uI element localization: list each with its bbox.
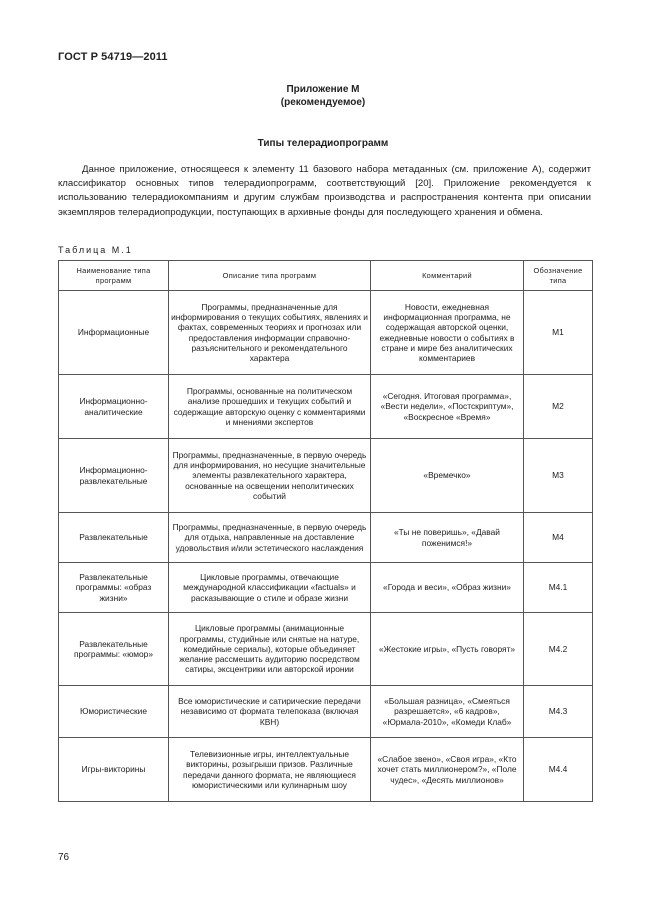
row-name: Развлекательные [59, 513, 169, 563]
row-code: М4.4 [524, 738, 593, 802]
table-row [59, 613, 593, 686]
standard-header: ГОСТ Р 54719—2011 [58, 51, 168, 63]
column-header-code: Обозначение типа [524, 261, 593, 291]
row-code: М4 [524, 513, 593, 563]
table-row [59, 513, 593, 563]
row-name: Информационно-развлекательные [59, 439, 169, 513]
page-number: 76 [58, 852, 70, 863]
row-comment: «Жестокие игры», «Пусть говорят» [371, 613, 524, 686]
row-name: Развлекательные программы: «юмор» [59, 613, 169, 686]
table-row [59, 375, 593, 439]
table-row [59, 439, 593, 513]
row-code: М4.2 [524, 613, 593, 686]
appendix-subtitle: (рекомендуемое) [280, 97, 366, 108]
row-description: Все юмористические и сатирические передачи независимо от формата телепоказа (включая КВН) [169, 686, 371, 738]
table-row [59, 291, 593, 375]
row-comment: Новости, ежедневная информационная программа, не содержащая авторской оценки, ежедневные новости о событиях в стране и мире без аналитических комментариев [371, 291, 524, 375]
column-header-description: Описание типа программ [169, 261, 371, 291]
table-row [59, 686, 593, 738]
appendix-title: Приложение М [286, 84, 360, 95]
table-row [59, 563, 593, 613]
column-header-name: Наименование типа программ [59, 261, 169, 291]
table-row [59, 738, 593, 802]
row-code: М4.1 [524, 563, 593, 613]
row-comment: «Города и веси», «Образ жизни» [371, 563, 524, 613]
column-header-comment: Комментарий [371, 261, 524, 291]
section-title: Типы телерадиопрограмм [257, 138, 389, 149]
row-name: Юмористические [59, 686, 169, 738]
row-name: Информационные [59, 291, 169, 375]
row-comment: «Большая разница», «Смеяться разрешается», «6 кадров», «Юрмала-2010», «Комеди Клаб» [371, 686, 524, 738]
row-name: Развлекательные программы: «образ жизни» [59, 563, 169, 613]
row-comment: «Времечко» [371, 439, 524, 513]
row-comment: «Сегодня. Итоговая программа», «Вести недели», «Постскриптум», «Воскресное «Время» [371, 375, 524, 439]
row-code: М2 [524, 375, 593, 439]
row-name: Игры-викторины [59, 738, 169, 802]
row-name: Информационно-аналитические [59, 375, 169, 439]
row-description: Цикловые программы (анимационные программы, студийные или снятые на натуре, комедийные сериалы), которые объединяет желание рассмешить аудиторию посредством сатиры, эксцентрики или авторской иронии [169, 613, 371, 686]
row-description: Программы, основанные на политическом анализе прошедших и текущих событий и содержащие авторскую оценку с комментариями и мнениями экспертов [169, 375, 371, 439]
row-code: М3 [524, 439, 593, 513]
program-types-table [58, 260, 593, 802]
intro-paragraph: Данное приложение, относящееся к элементу 11 базового набора метаданных (см. приложение А), содержит классификатор основных типов телерадиопрограмм, соответствующий [20]. Приложение рекомендуется к использованию телерадиокомпаниям и другим службам производства и распространения контента при описании экземпляров телерадиопродукции, поступающих в архивные фонды для последующего хранения и обмена. [58, 164, 591, 218]
row-description: Телевизионные игры, интеллектуальные викторины, розыгрыши призов. Различные передачи данного формата, не являющиеся юмористическими или кулинарным шоу [169, 738, 371, 802]
row-description: Программы, предназначенные, в первую очередь для информирования, но несущие значительные элементы развлекательного характера, основанные на освещении неполитических событий [169, 439, 371, 513]
table-label: Таблица М.1 [58, 245, 133, 255]
row-description: Программы, предназначенные для информирования о текущих событиях, явлениях и фактах, современных теориях и прогнозах или предоставления информации справочно-разъяснительного и рекомендательного характера [169, 291, 371, 375]
row-description: Программы, предназначенные, в первую очередь для отдыха, направленные на доставление удовольствия и/или эстетического наслаждения [169, 513, 371, 563]
row-comment: «Ты не поверишь», «Давай поженимся!» [371, 513, 524, 563]
row-comment: «Слабое звено», «Своя игра», «Кто хочет стать миллионером?», «Поле чудес», «Десять миллионов» [371, 738, 524, 802]
row-description: Цикловые программы, отвечающие международной классификации «factuals» и расказывающие о стиле и образе жизни [169, 563, 371, 613]
row-code: М1 [524, 291, 593, 375]
row-code: М4.3 [524, 686, 593, 738]
